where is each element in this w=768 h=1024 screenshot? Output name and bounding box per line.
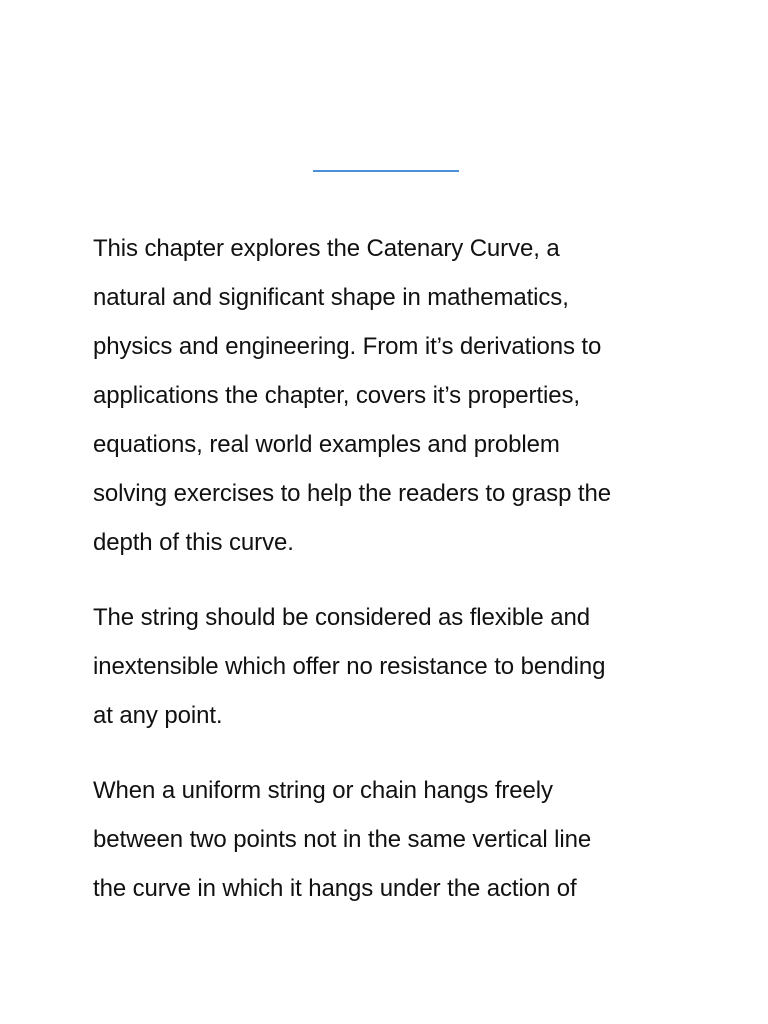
text-line: This chapter explores the Catenary Curve, a [93,235,560,262]
document-body [93,224,683,939]
text-line: the curve in which it hangs under the action of [93,875,577,902]
paragraph-string-assumptions [93,593,683,740]
text-line: physics and engineering. From it’s derivations to [93,333,602,360]
paragraph-hanging-chain [93,766,683,913]
text-line: inextensible which offer no resistance to bending [93,653,606,680]
text-line: at any point. [93,702,223,729]
text-line: between two points not in the same vertical line [93,826,592,853]
text-line: applications the chapter, covers it’s properties, [93,382,580,409]
text-line: When a uniform string or chain hangs freely [93,777,553,804]
title-underline-rule [313,170,459,172]
paragraph-intro [93,224,683,567]
text-line: equations, real world examples and problem [93,431,560,458]
text-line: natural and significant shape in mathematics, [93,284,569,311]
text-line: depth of this curve. [93,529,294,556]
text-line: The string should be considered as flexible and [93,604,590,631]
text-line: solving exercises to help the readers to grasp the [93,480,611,507]
